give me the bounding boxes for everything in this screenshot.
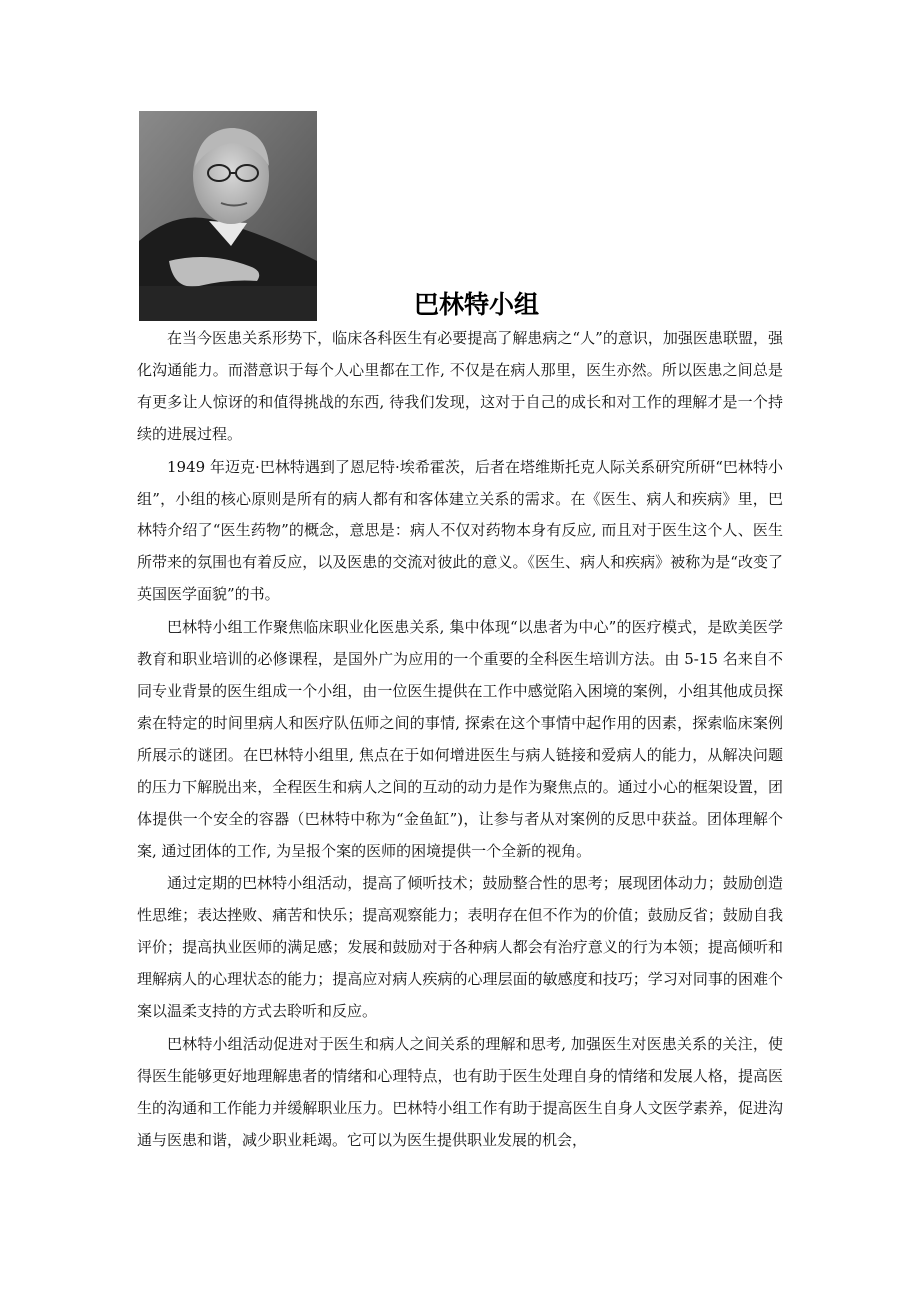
paragraph: 巴林特小组工作聚焦临床职业化医患关系, 集中体现“以患者为中心”的医疗模式，是欧美医学教育和职业培训的必修课程，是国外广为应用的一个重要的全科医生培训方法。由 5-15 名来自不同专业背景的医生组成一个小组，由一位医生提供在工作中感觉陷入困境的案例，小组其他成员探索在特定的时间里病人和医疗队伍师之间的事情, 探索在这个事情中起作用的因素，探索临床案例所展示的谜团。在巴林特小组里, 焦点在于如何增进医生与病人链接和爱病人的能力，从解决问题的压力下解脱出来，全程医生和病人之间的互动的动力是作为聚焦点的。通过小心的框架设置，团体提供一个安全的容器（巴林特中称为“金鱼缸”)，让参与者从对案例的反思中获益。团体理解个案, 通过团体的工作, 为呈报个案的医师的困境提供一个全新的视角。 [137,618,783,860]
paragraph: 巴林特小组活动促进对于医生和病人之间关系的理解和思考, 加强医生对医患关系的关注，使得医生能够更好地理解患者的情绪和心理特点，也有助于医生处理自身的情绪和发展人格，提高医生的沟通和工作能力并缓解职业压力。巴林特小组工作有助于提高医生自身人文医学素养，促进沟通与医患和谐，减少职业耗竭。它可以为医生提供职业发展的机会， [137,1034,783,1149]
portrait-photo [139,111,317,321]
paragraph: 1949 年迈克·巴林特遇到了恩尼特·埃希霍茨，后者在塔维斯托克人际关系研究所研“巴林特小组”，小组的核心原则是所有的病人都有和客体建立关系的需求。在《医生、病人和疾病》里，巴林特介绍了“医生药物”的概念，意思是：病人不仅对药物本身有反应, 而且对于医生这个人、医生所带来的氛围也有着反应，以及医患的交流对彼此的意义。《医生、病人和疾病》被称为是“改变了英国医学面貌”的书。 [137,457,783,604]
page-title: 巴林特小组 [414,290,540,319]
document-body [137,323,783,1157]
paragraph: 通过定期的巴林特小组活动，提高了倾听技术；鼓励整合性的思考；展现团体动力；鼓励创造性思维；表达挫败、痛苦和快乐；提高观察能力；表明存在但不作为的价值；鼓励反省；鼓励自我评价；提高执业医师的满足感；发展和鼓励对于各种病人都会有治疗意义的行为本领；提高倾听和理解病人的心理状态的能力；提高应对病人疾病的心理层面的敏感度和技巧；学习对同事的困难个案以温柔支持的方式去聆听和反应。 [137,874,783,1021]
paragraph: 在当今医患关系形势下，临床各科医生有必要提高了解患病之“人”的意识，加强医患联盟，强化沟通能力。而潜意识于每个人心里都在工作, 不仅是在病人那里，医生亦然。所以医患之间总是有更多让人惊讶的和值得挑战的东西, 待我们发现，这对于自己的成长和对工作的理解才是一个持续的进展过程。 [137,329,783,443]
